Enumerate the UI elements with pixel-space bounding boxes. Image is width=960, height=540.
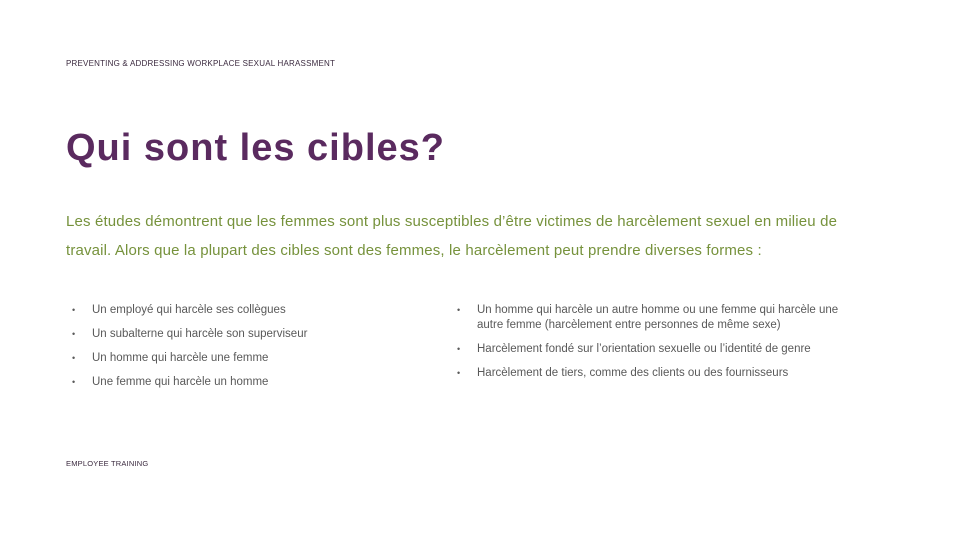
bullet-icon: • (457, 305, 461, 315)
left-bullet-list (68, 303, 408, 399)
bullet-icon: • (72, 329, 76, 339)
header-label: PREVENTING & ADDRESSING WORKPLACE SEXUAL HARASSMENT (66, 59, 336, 68)
list-item (453, 366, 863, 381)
list-item-text: Un subalterne qui harcèle son superviseur (92, 328, 308, 340)
slide-title: Qui sont les cibles? (66, 127, 445, 169)
bullet-icon: • (457, 368, 461, 378)
right-bullet-list (453, 303, 863, 390)
list-item-text: Un employé qui harcèle ses collègues (92, 304, 286, 316)
list-item-text: Harcèlement de tiers, comme des clients ou des fournisseurs (477, 367, 789, 379)
bullet-icon: • (72, 305, 76, 315)
list-item-text: Une femme qui harcèle un homme (92, 376, 269, 388)
bullet-icon: • (72, 377, 76, 387)
list-item (68, 375, 408, 390)
list-item (68, 351, 408, 366)
bullet-icon: • (457, 344, 461, 354)
list-item (453, 342, 863, 357)
list-item-text: Harcèlement fondé sur l’orientation sexuelle ou l’identité de genre (477, 343, 811, 355)
list-item (68, 303, 408, 318)
list-item-text: Un homme qui harcèle un autre homme ou une femme qui harcèle une autre femme (harcèlement entre personnes de même sexe) (477, 304, 839, 331)
footer-label: EMPLOYEE TRAINING (66, 459, 149, 468)
bullet-icon: • (72, 353, 76, 363)
list-item (68, 327, 408, 342)
list-item-text: Un homme qui harcèle une femme (92, 352, 269, 364)
intro-paragraph: Les études démontrent que les femmes sont plus susceptibles d’être victimes de harcèlement sexuel en milieu de travail. Alors que la plupart des cibles sont des femmes, le harcèlement peut prendre diverses formes : (66, 213, 838, 259)
list-item (453, 303, 863, 333)
